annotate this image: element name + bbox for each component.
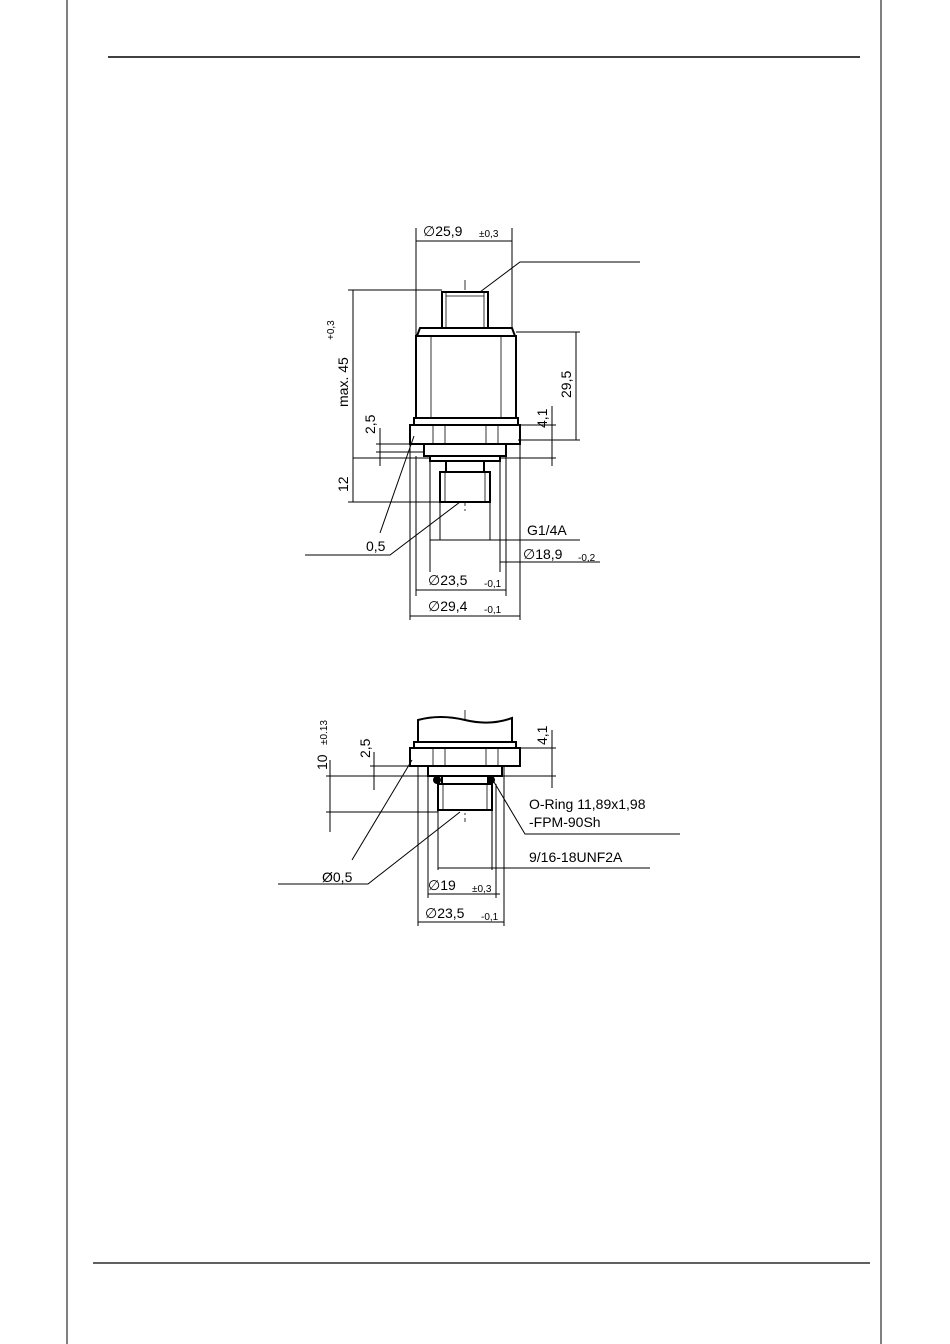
top-view-sensor <box>410 280 520 512</box>
dim-2-5-top: 2,5 <box>362 414 378 434</box>
height-max-tol: +0,3 <box>326 320 337 340</box>
dia-housing: ∅25,9 <box>423 223 463 239</box>
dia-23-5-top-tol: -0,1 <box>484 579 502 590</box>
dim-10: 10 <box>314 754 330 770</box>
dia-thread: ∅18,9 <box>523 546 563 562</box>
thread-unf: 9/16-18UNF2A <box>529 849 623 865</box>
dim-4-1-top: 4,1 <box>534 408 550 428</box>
dia-23-5-bottom: ∅23,5 <box>425 905 465 921</box>
dim-2-5-bottom: 2,5 <box>357 738 373 758</box>
dim-0-5-bottom: Ø0,5 <box>322 869 353 885</box>
dia-19-tol: ±0,3 <box>472 884 492 895</box>
oring-label-2: -FPM-90Sh <box>529 814 601 830</box>
dia-29-4: ∅29,4 <box>428 598 468 614</box>
dim-4-1-bottom: 4,1 <box>534 725 550 745</box>
dim-10-tol: ±0.13 <box>319 720 330 745</box>
oring-label-1: O-Ring 11,89x1,98 <box>529 796 646 812</box>
dia-23-5-bottom-tol: -0,1 <box>481 912 499 923</box>
dia-housing-tol: ±0,3 <box>479 229 499 240</box>
dim-0-5-top: 0,5 <box>366 538 386 554</box>
dia-29-4-tol: -0,1 <box>484 605 502 616</box>
thread-g14a: G1/4A <box>527 522 567 538</box>
height-max: max. 45 <box>335 357 351 407</box>
dim-29-5: 29,5 <box>558 370 574 398</box>
dia-23-5-top: ∅23,5 <box>428 572 468 588</box>
dia-19: ∅19 <box>428 877 456 893</box>
dim-12: 12 <box>335 476 351 492</box>
o-ring-left <box>433 776 441 784</box>
dia-thread-tol: -0,2 <box>578 553 596 564</box>
